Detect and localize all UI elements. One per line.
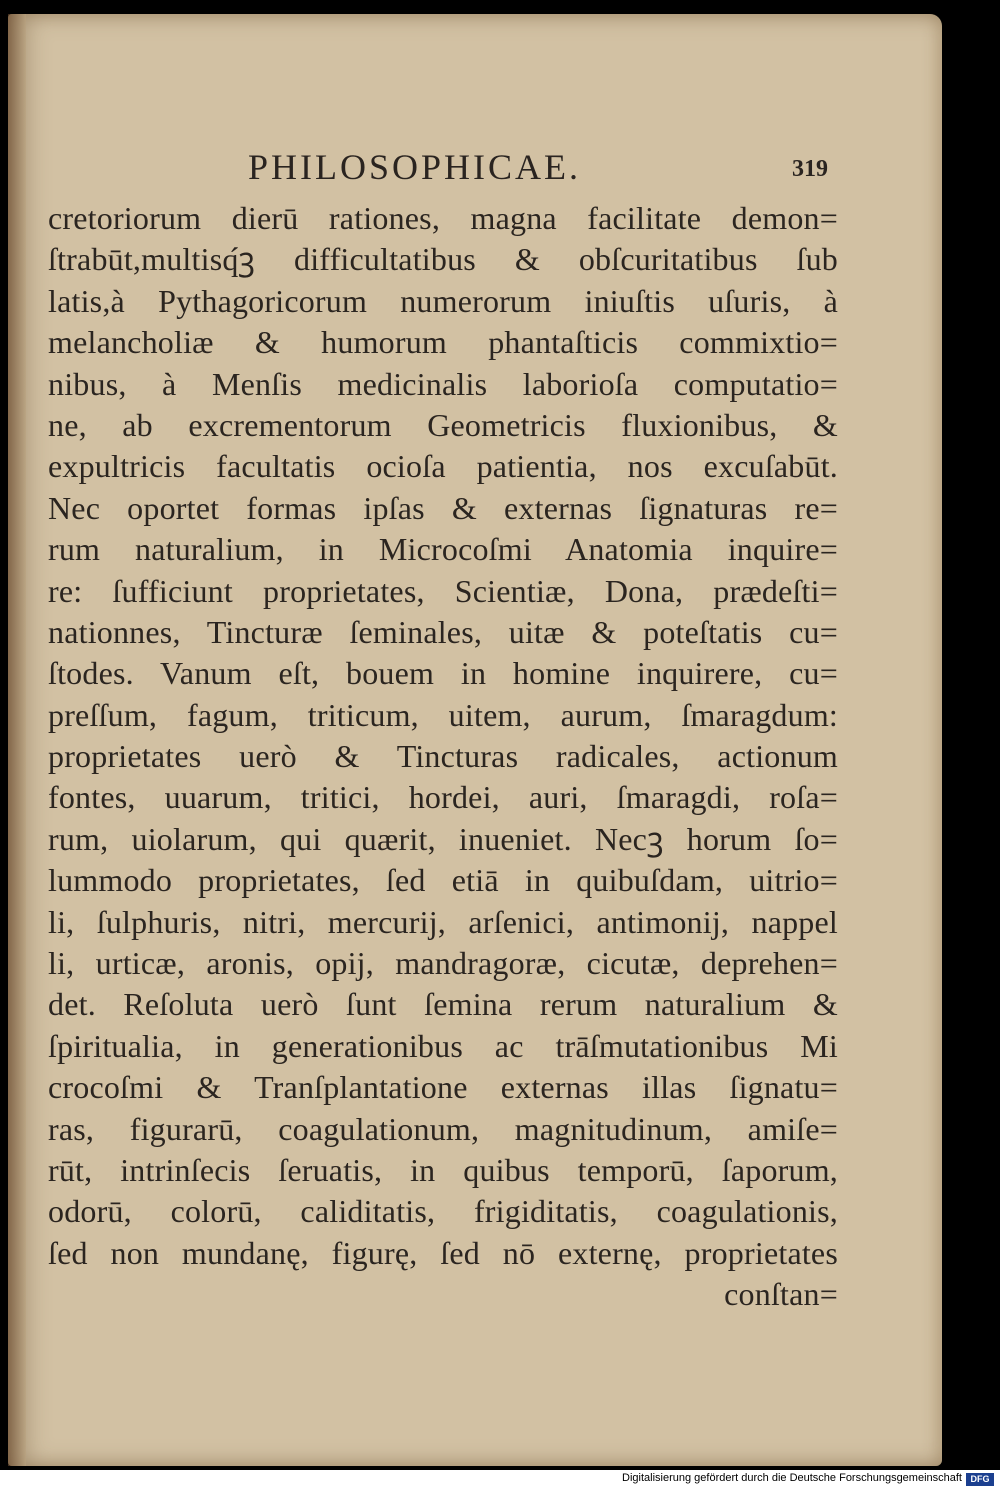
text-line: rūt, intrinſecis ſeruatis, in quibus temporū, ſaporum,: [48, 1151, 838, 1188]
body-text: [48, 198, 838, 1316]
text-line: nibus, à Menſis medicinalis laborioſa computatio=: [48, 365, 838, 402]
text-line: expultricis facultatis ocioſa patientia, nos excuſabūt.: [48, 448, 838, 485]
text-line: latis,à Pythagoricorum numerorum iniuſtis uſuris, à: [48, 282, 838, 319]
text-line: melancholiæ & humorum phantaſticis commixtio=: [48, 324, 838, 361]
text-line: li, ſulphuris, nitri, mercurij, arſenici, antimonij, nappel: [48, 903, 838, 940]
text-line: ras, figurarū, coagulationum, magnitudinum, amiſe=: [48, 1110, 838, 1147]
text-line: cretoriorum dierū rationes, magna facilitate demon=: [48, 200, 838, 236]
text-line: ſtodes. Vanum eſt, bouem in homine inquirere, cu=: [48, 655, 838, 692]
running-head: PHILOSOPHICAE.: [248, 147, 582, 187]
page-number: 319: [792, 156, 828, 182]
book-page: [8, 14, 942, 1466]
text-line: re: ſufficiunt proprietates, Scientiæ, Dona, prædeſti=: [48, 572, 838, 609]
text-line: rum, uiolarum, qui quærit, inueniet. Necꝫ horum ſo=: [48, 820, 838, 857]
text-line: odorū, colorū, caliditatis, frigiditatis, coagulationis,: [48, 1193, 838, 1230]
text-line: ne, ab excrementorum Geometricis fluxionibus, &: [48, 406, 838, 443]
page-header: [8, 146, 942, 190]
text-line: crocoſmi & Tranſplantatione externas illas ſignatu=: [48, 1069, 838, 1106]
text-line: nationnes, Tincturæ ſeminales, uitæ & poteſtatis cu=: [48, 613, 838, 650]
footer-bar: [0, 1470, 1000, 1490]
page-binding-shadow: [8, 14, 26, 1466]
text-line: fontes, uuarum, tritici, hordei, auri, ſmaragdi, roſa=: [48, 779, 838, 816]
text-line: ſtrabūt,multisq́ꝫ difficultatibus & obſcuritatibus ſub: [48, 241, 838, 278]
text-line: preſſum, fagum, triticum, uitem, aurum, ſmaragdum:: [48, 696, 838, 733]
text-line: Nec oportet formas ipſas & externas ſignaturas re=: [48, 489, 838, 526]
text-line: ſpiritualia, in generationibus ac trāſmutationibus Mi: [48, 1027, 838, 1064]
text-line: det. Reſoluta uerò ſunt ſemina rerum naturalium &: [48, 986, 838, 1023]
text-line: li, urticæ, aronis, opij, mandragoræ, cicutæ, deprehen=: [48, 945, 838, 982]
text-line: rum naturalium, in Microcoſmi Anatomia inquire=: [48, 531, 838, 568]
funding-credit: Digitalisierung gefördert durch die Deutsche Forschungsgemeinschaft: [622, 1472, 962, 1484]
text-line: proprietates uerò & Tincturas radicales, actionum: [48, 738, 838, 775]
dfg-logo-icon: DFG: [966, 1473, 994, 1486]
text-line: lummodo proprietates, ſed etiā in quibuſdam, uitrio=: [48, 862, 838, 899]
catchword: conſtan=: [724, 1276, 838, 1313]
text-line: ſed non mundanę, figurę, ſed nō externę, proprietates: [48, 1234, 838, 1271]
